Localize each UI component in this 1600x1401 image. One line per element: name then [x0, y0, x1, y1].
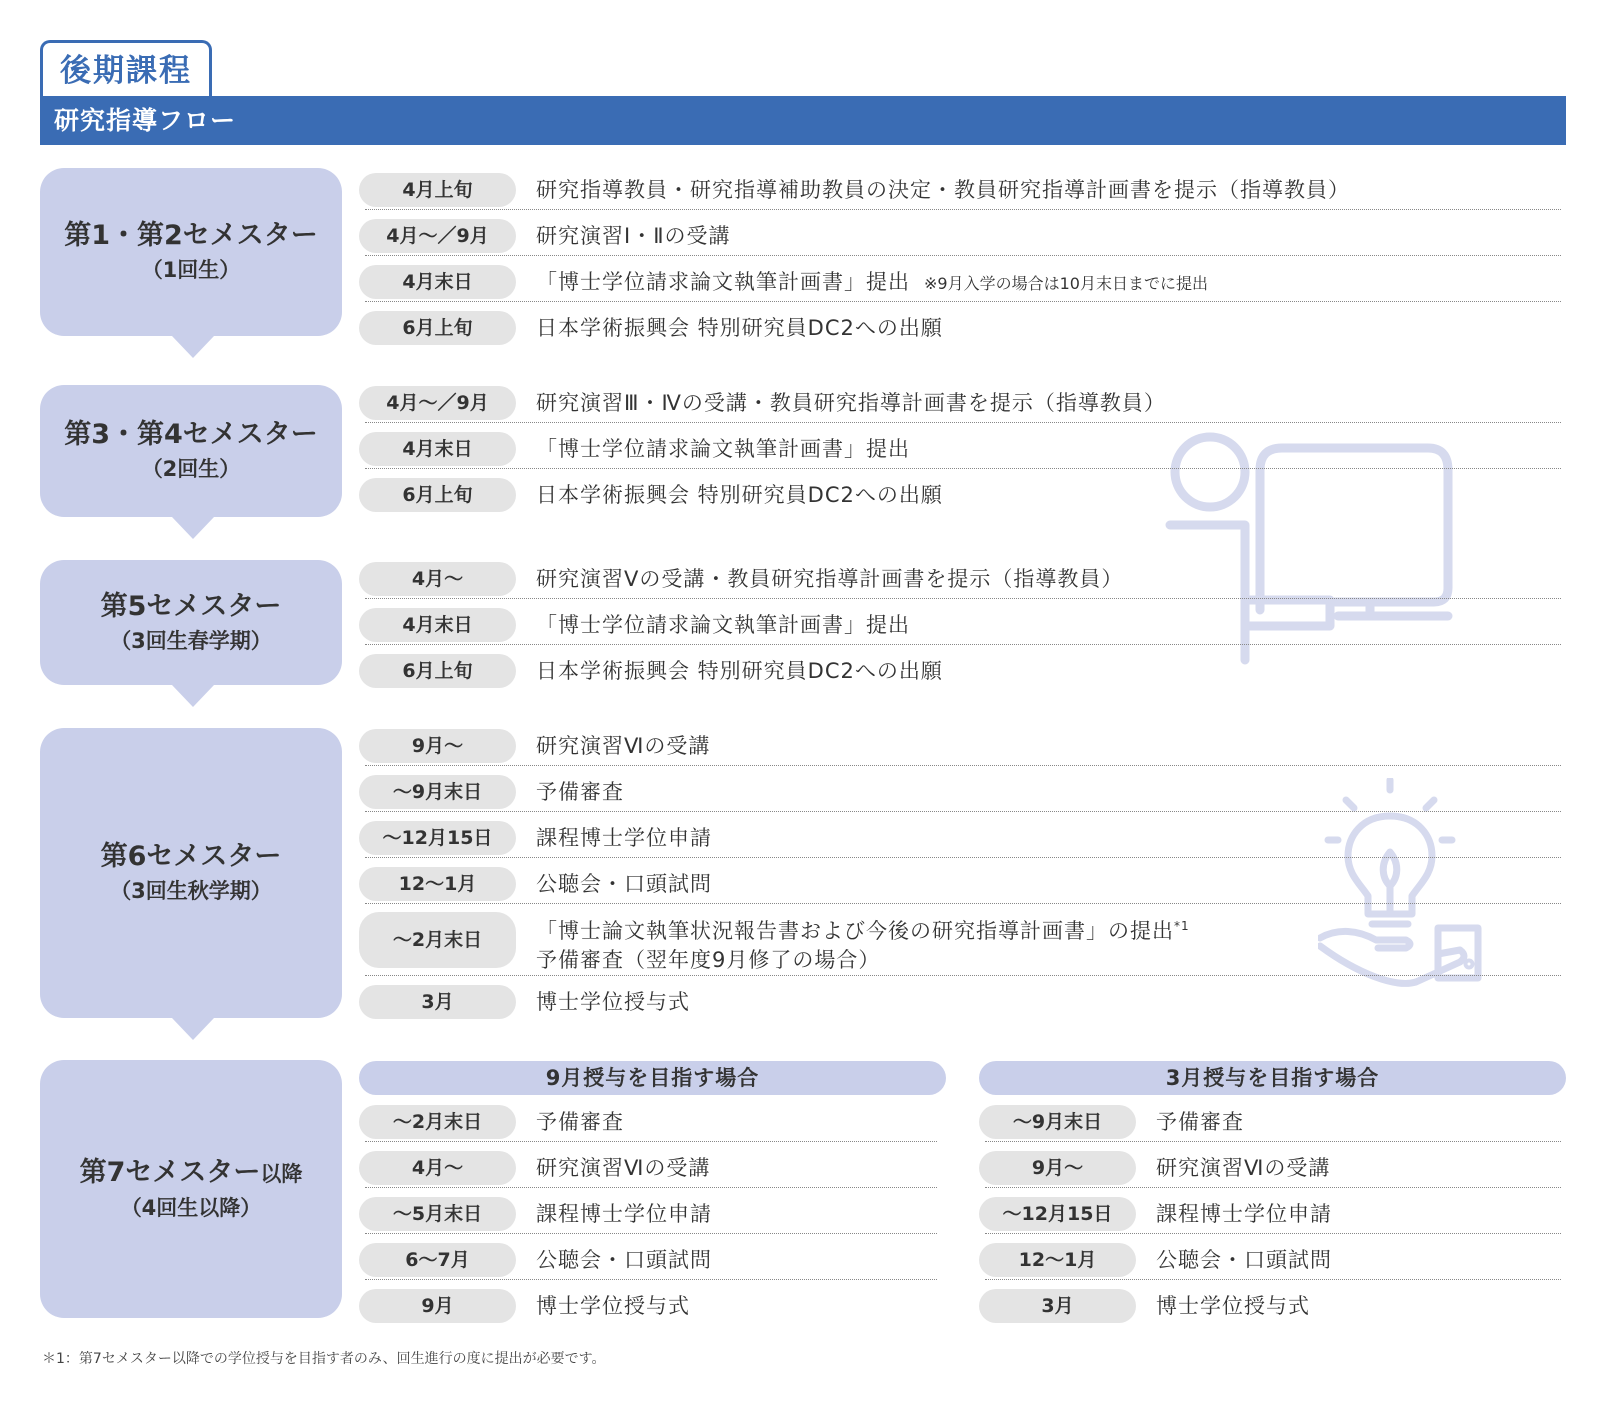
- schedule-text: 「博士学位請求論文執筆計画書」提出: [536, 437, 910, 461]
- semester-6-box: [40, 728, 342, 1018]
- schedule-row: [359, 469, 1561, 515]
- course-tab: 後期課程: [40, 40, 212, 100]
- date-pill: 4月上旬: [359, 173, 516, 207]
- schedule-row: [359, 1142, 937, 1188]
- flow-arrow: [172, 1018, 214, 1040]
- semester-title-suffix: 以降: [260, 1161, 303, 1186]
- date-pill: 6月上旬: [359, 654, 516, 688]
- semester-1-2-box: [40, 168, 342, 336]
- date-pill: ～5月末日: [359, 1197, 516, 1231]
- schedule-row: [359, 645, 1561, 691]
- schedule-row: [359, 256, 1561, 302]
- semester-5-box: [40, 560, 342, 685]
- date-pill: 4月～: [359, 1151, 516, 1185]
- date-pill: 6月上旬: [359, 478, 516, 512]
- semester-title: 第5セメスター: [100, 590, 282, 622]
- schedule-note: ※9月入学の場合は10月末日までに提出: [924, 274, 1208, 293]
- schedule-text: 「博士学位請求論文執筆計画書」提出 ※9月入学の場合は10月末日までに提出: [536, 270, 1208, 294]
- schedule-row: [979, 1096, 1561, 1142]
- date-pill: 9月～: [979, 1151, 1136, 1185]
- september-track-header: 9月授与を目指す場合: [359, 1061, 946, 1095]
- date-pill: 9月～: [359, 729, 516, 763]
- schedule-text: 日本学術振興会 特別研究員DC2への出願: [536, 659, 943, 683]
- schedule-text: 研究演習Ⅲ・Ⅳの受講・教員研究指導計画書を提示（指導教員）: [536, 391, 1166, 415]
- schedule-text: 公聴会・口頭試問: [536, 872, 712, 896]
- schedule-text: 博士学位授与式: [1156, 1294, 1310, 1318]
- schedule-text: 日本学術振興会 特別研究員DC2への出願: [536, 316, 943, 340]
- date-pill: 4月～／9月: [359, 219, 516, 253]
- semester-title: 第3・第4セメスター: [64, 419, 318, 450]
- date-pill: 9月: [359, 1289, 516, 1323]
- semester-subtitle: （4回生以降）: [120, 1195, 262, 1220]
- schedule-text-line2: 予備審査（翌年度9月修了の場合）: [536, 948, 881, 972]
- schedule-row: [359, 553, 1561, 599]
- schedule-row: [359, 210, 1561, 256]
- schedule-text: 研究演習Ⅵの受講: [536, 1156, 711, 1180]
- schedule-row: [359, 976, 1561, 1022]
- date-pill: ～12月15日: [359, 821, 516, 855]
- date-pill: 4月末日: [359, 265, 516, 299]
- schedule-text: 博士学位授与式: [536, 1294, 690, 1318]
- semester-subtitle: （1回生）: [141, 258, 241, 282]
- schedule-row: [359, 1234, 937, 1280]
- schedule-row: [359, 423, 1561, 469]
- footnote: ＊1：第7セメスター以降での学位授与を目指す者のみ、回生進行の度に提出が必要です。: [42, 1351, 606, 1367]
- semester-subtitle: （3回生秋学期）: [110, 879, 272, 903]
- semester-3-4-box: [40, 385, 342, 517]
- schedule-row: [979, 1188, 1561, 1234]
- schedule-row: [359, 812, 1561, 858]
- schedule-text: 予備審査: [536, 780, 624, 804]
- flow-arrow: [172, 685, 214, 707]
- schedule-row: [359, 858, 1561, 904]
- date-pill: 6月上旬: [359, 311, 516, 345]
- schedule-text: 研究演習Ⅴの受講・教員研究指導計画書を提示（指導教員）: [536, 567, 1124, 591]
- schedule-text: 日本学術振興会 特別研究員DC2への出願: [536, 483, 943, 507]
- schedule-row: [359, 904, 1561, 976]
- date-pill: 4月末日: [359, 432, 516, 466]
- date-pill: 12～1月: [979, 1243, 1136, 1277]
- date-pill: 12～1月: [359, 867, 516, 901]
- schedule-row: [359, 377, 1561, 423]
- schedule-text: 研究演習Ⅰ・Ⅱの受講: [536, 224, 731, 248]
- date-pill: 3月: [979, 1289, 1136, 1323]
- schedule-text: 研究指導教員・研究指導補助教員の決定・教員研究指導計画書を提示（指導教員）: [536, 178, 1350, 202]
- footnote-mark: *1: [1174, 919, 1190, 933]
- date-pill: ～2月末日: [359, 1105, 516, 1139]
- schedule-row: [359, 599, 1561, 645]
- date-pill: 6～7月: [359, 1243, 516, 1277]
- schedule-text: 「博士学位請求論文執筆計画書」提出: [536, 613, 910, 637]
- schedule-row: [359, 766, 1561, 812]
- date-pill: ～12月15日: [979, 1197, 1136, 1231]
- semester-title: 第1・第2セメスター: [64, 220, 318, 251]
- flow-arrow: [172, 336, 214, 358]
- schedule-row: [979, 1280, 1561, 1326]
- section-title-band: 研究指導フロー: [40, 96, 1566, 145]
- schedule-row: [359, 1096, 937, 1142]
- date-pill: ～9月末日: [979, 1105, 1136, 1139]
- schedule-text: 課程博士学位申請: [1156, 1202, 1332, 1226]
- schedule-text: 博士学位授与式: [536, 990, 690, 1014]
- march-track-header: 3月授与を目指す場合: [979, 1061, 1566, 1095]
- date-pill: 3月: [359, 985, 516, 1019]
- schedule-row: [359, 1188, 937, 1234]
- schedule-text: 研究演習Ⅵの受講: [1156, 1156, 1331, 1180]
- schedule-row: [979, 1142, 1561, 1188]
- date-pill: ～9月末日: [359, 775, 516, 809]
- date-pill: 4月～: [359, 562, 516, 596]
- semester-title: 第7セメスター以降: [79, 1156, 303, 1188]
- schedule-text: 公聴会・口頭試問: [536, 1248, 712, 1272]
- date-pill: 4月～／9月: [359, 386, 516, 420]
- schedule-row: [359, 720, 1561, 766]
- semester-subtitle: （3回生春学期）: [110, 628, 272, 653]
- semester-7-box: [40, 1060, 342, 1318]
- schedule-text: 予備審査: [1156, 1110, 1244, 1134]
- semester-title: 第6セメスター: [100, 841, 282, 872]
- schedule-row: [359, 1280, 937, 1326]
- schedule-text: 予備審査: [536, 1110, 624, 1134]
- schedule-row: [979, 1234, 1561, 1280]
- schedule-text: 研究演習Ⅵの受講: [536, 734, 711, 758]
- schedule-text-line1: 「博士論文執筆状況報告書および今後の研究指導計画書」の提出: [536, 919, 1174, 943]
- flow-arrow: [172, 517, 214, 539]
- date-pill: ～2月末日: [359, 912, 516, 968]
- schedule-row: [359, 302, 1561, 348]
- schedule-row: [359, 164, 1561, 210]
- schedule-text: 課程博士学位申請: [536, 1202, 712, 1226]
- schedule-text: [536, 912, 1190, 975]
- schedule-text: 課程博士学位申請: [536, 826, 712, 850]
- date-pill: 4月末日: [359, 608, 516, 642]
- schedule-text: 公聴会・口頭試問: [1156, 1248, 1332, 1272]
- semester-subtitle: （2回生）: [141, 457, 241, 481]
